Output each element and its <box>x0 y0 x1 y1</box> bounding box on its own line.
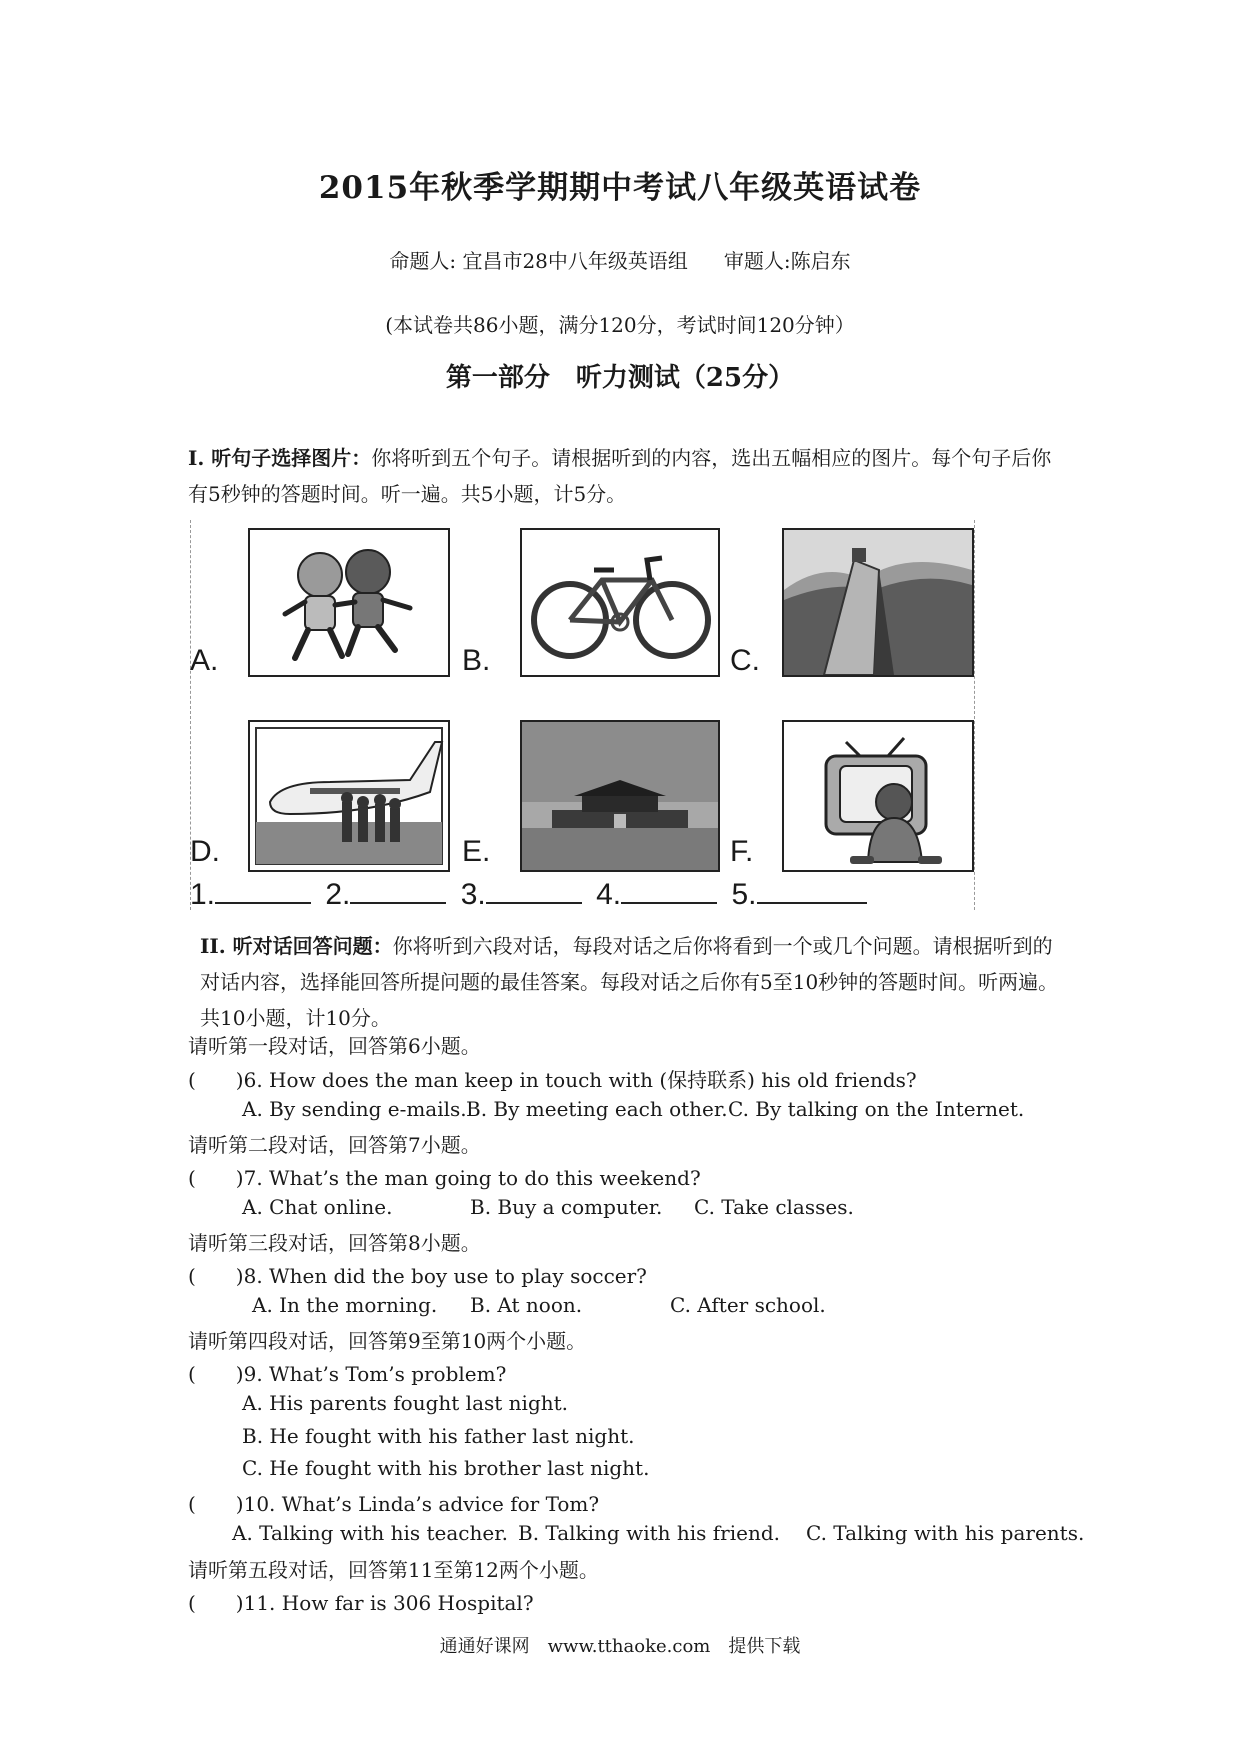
question-8-options <box>252 1293 826 1317</box>
airplane-passengers-icon <box>250 722 448 870</box>
blank-label: 4. <box>596 878 622 911</box>
section2-label: II. 听对话回答问题： <box>200 934 393 958</box>
section2-instructions <box>200 928 1068 1036</box>
answer-blank-2[interactable] <box>350 876 446 904</box>
answer-blanks <box>190 876 873 912</box>
question-6-options <box>242 1097 1024 1121</box>
question-10-options <box>232 1521 1084 1545</box>
answer-blank-5[interactable] <box>757 876 867 904</box>
question-7: ( )7. What’s the man going to do this weekend? <box>188 1166 701 1190</box>
picture-letter-a: A. <box>190 644 219 677</box>
boy-watching-tv-icon <box>784 722 972 870</box>
blank-label: 3. <box>460 878 486 911</box>
picture-f <box>782 720 974 872</box>
question-8: ( )8. When did the boy use to play soccer? <box>188 1264 647 1288</box>
footer: 通通好课网 www.tthaoke.com 提供下载 <box>439 1636 801 1657</box>
picture-e <box>520 720 720 872</box>
option[interactable]: B. By meeting each other. <box>466 1097 728 1121</box>
picture-letter-c: C. <box>730 644 760 677</box>
part-heading: 第一部分 听力测试（25分） <box>445 363 795 393</box>
dialogue-4-instruction: 请听第四段对话，回答第9至第10两个小题。 <box>188 1329 587 1353</box>
author: 命题人: 宜昌市28中八年级英语组 <box>389 249 688 273</box>
picture-a <box>248 528 450 677</box>
answer-blank-3[interactable] <box>486 876 582 904</box>
picture-b <box>520 528 720 677</box>
option[interactable]: B. Talking with his friend. <box>518 1521 781 1545</box>
picture-letter-e: E. <box>462 835 491 868</box>
picture-letter-f: F. <box>730 835 754 868</box>
option[interactable]: C. By talking on the Internet. <box>728 1097 1025 1121</box>
children-running-icon <box>250 530 448 675</box>
option[interactable]: A. By sending e-mails. <box>242 1097 467 1121</box>
dialogue-1-instruction: 请听第一段对话，回答第6小题。 <box>188 1034 481 1058</box>
option[interactable]: B. Buy a computer. <box>470 1195 663 1219</box>
question-10: ( )10. What’s Linda’s advice for Tom? <box>188 1492 600 1516</box>
picture-d <box>248 720 450 872</box>
option[interactable]: A. Chat online. <box>242 1195 393 1219</box>
question-11: ( )11. How far is 306 Hospital? <box>188 1591 534 1615</box>
exam-title: 2015年秋季学期期中考试八年级英语试卷 <box>318 170 922 206</box>
option[interactable]: A. Talking with his teacher. <box>232 1521 508 1545</box>
option[interactable]: B. He fought with his father last night. <box>242 1424 635 1448</box>
divider <box>974 520 975 910</box>
authors-line <box>0 245 1240 274</box>
option[interactable]: C. He fought with his brother last night. <box>242 1456 650 1480</box>
section2-text: 你将听到六段对话，每段对话之后你将看到一个或几个问题。请根据听到的对话内容，选择能回答所提问题的最佳答案。每段对话之后你有5至10秒钟的答题时间。听两遍。共10小题，计10分。 <box>200 934 1059 1030</box>
section1-text: 你将听到五个句子。请根据听到的内容，选出五幅相应的图片。每个句子后你有5秒钟的答题时间。听一遍。共5小题，计5分。 <box>188 446 1052 506</box>
answer-blank-1[interactable] <box>215 876 311 904</box>
exam-meta: (本试卷共86小题，满分120分，考试时间120分钟） <box>385 313 855 337</box>
section1-instructions <box>188 440 1068 512</box>
question-6: ( )6. How does the man keep in touch with (保持联系) his old friends? <box>188 1068 917 1092</box>
option[interactable]: C. After school. <box>670 1293 826 1317</box>
reviewer: 审题人:陈启东 <box>723 249 851 273</box>
question-9: ( )9. What’s Tom’s problem? <box>188 1362 507 1386</box>
option[interactable]: B. At noon. <box>470 1293 583 1317</box>
picture-letter-b: B. <box>462 644 491 677</box>
dialogue-2-instruction: 请听第二段对话，回答第7小题。 <box>188 1133 481 1157</box>
dialogue-5-instruction: 请听第五段对话，回答第11至第12两个小题。 <box>188 1558 599 1582</box>
picture-c <box>782 528 974 677</box>
option[interactable]: C. Talking with his parents. <box>806 1521 1085 1545</box>
bicycle-icon <box>522 530 718 675</box>
option[interactable]: A. His parents fought last night. <box>242 1391 569 1415</box>
blank-label: 5. <box>731 878 757 911</box>
picture-letter-d: D. <box>190 835 220 868</box>
option[interactable]: C. Take classes. <box>694 1195 854 1219</box>
option[interactable]: A. In the morning. <box>252 1293 438 1317</box>
dialogue-3-instruction: 请听第三段对话，回答第8小题。 <box>188 1231 481 1255</box>
great-wall-icon <box>784 530 972 675</box>
tiananmen-icon <box>522 722 718 870</box>
blank-label: 1. <box>190 878 216 911</box>
answer-blank-4[interactable] <box>621 876 717 904</box>
picture-grid <box>190 520 980 910</box>
question-7-options <box>242 1195 854 1219</box>
section1-label: I. 听句子选择图片： <box>188 446 372 470</box>
blank-label: 2. <box>325 878 351 911</box>
